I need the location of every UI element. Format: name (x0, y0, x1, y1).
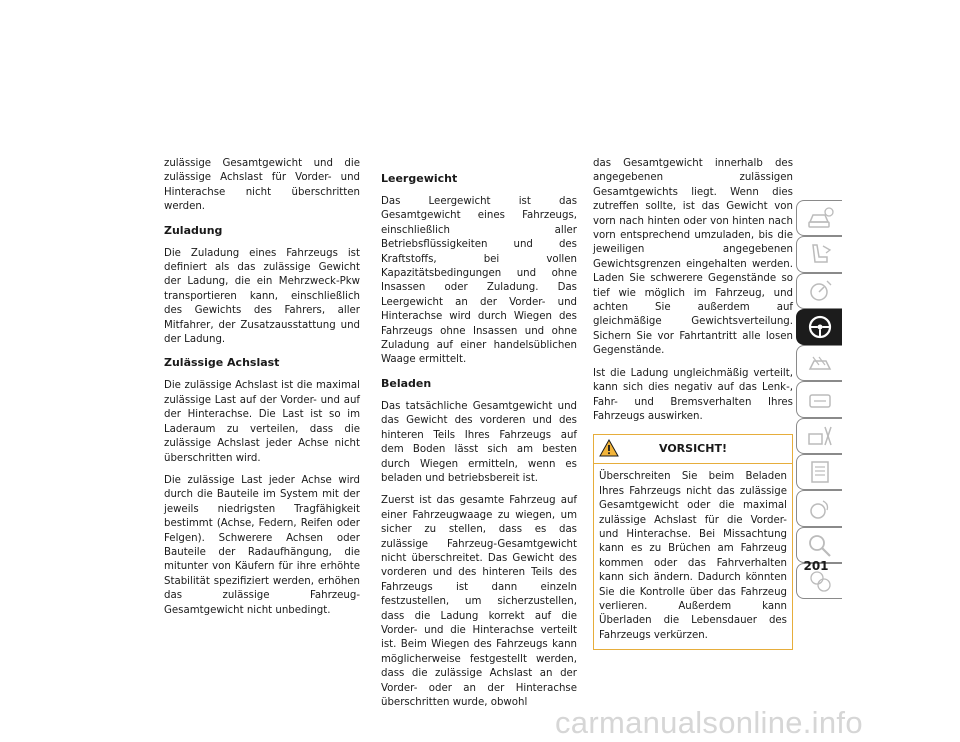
caution-header (594, 435, 792, 464)
watermark: carmanualsonline.info (555, 705, 863, 740)
tab-maintenance[interactable] (796, 418, 842, 454)
tab-safety[interactable] (796, 345, 842, 381)
axle-paragraph-2: Die zulässige Last jeder Achse wird durch die Bauteile im System mit der jeweils niedrigsten Tragfähigkeit bestimmt (Achse, Federn, Reifen oder Felgen). Schwerere Achsen oder Bauteile der Radaufhängung, die mitunter von Käufern für ihre erhöhte Stabilität spezifiziert werden, erhöhen das zulässige Fahrzeug-Gesamtgewicht nicht unbedingt. (164, 474, 360, 616)
loading-paragraph-1: Das tatsächliche Gesamtgewicht und das Gewicht des vorderen und des hinteren Teils Ihres Fahrzeugs auf dem Boden lässt sich am besten durch Wiegen ermitteln, wenn es beladen und betriebsbereit ist. (381, 400, 577, 484)
specifications-icon (805, 458, 835, 486)
caution-body (594, 464, 792, 649)
safety-icon (805, 349, 835, 377)
tab-dashboard[interactable] (796, 273, 842, 309)
loading-paragraph-2: Zuerst ist das gesamte Fahrzeug auf einer Fahrzeugwaage zu wiegen, um sicher zu stellen, dass es das zulässige Fahrzeug-Gesamtgewicht nicht überschreitet. Das Gewicht des vorderen und des hinteren Teils des Fahrzeugs ist dann einzeln festzustellen, um sicherzustellen, dass die Ladung korrekt auf die Vorder- und die Hinterachse verteilt ist. Beim Wiegen des Fahrzeugs kann möglicherweise festgestellt werden, dass die zulässige Achslast an der Vorder- oder an der Hinterachse überschritten wurde, obwohl (381, 495, 577, 708)
axle-paragraph-1: Die zulässige Achslast ist die maximal zulässige Last auf der Vorder- und auf der Hinterachse. Die Last ist so im Laderaum zu verteilen, dass die zulässige Achslast jeder Achse nicht überschritten wird. (164, 380, 360, 464)
column-1 (164, 157, 360, 626)
tab-specifications[interactable] (796, 454, 842, 490)
tab-car-info[interactable] (796, 200, 842, 236)
tab-seats[interactable] (796, 236, 842, 272)
heading-achslast: Zulässige Achslast (164, 356, 280, 370)
maintenance-icon (805, 422, 835, 450)
car-seat-icon (805, 240, 835, 268)
caution-title: VORSICHT! (659, 442, 727, 456)
steering-wheel-icon (805, 313, 835, 341)
intro-paragraph: zulässige Gesamtgewicht und die zulässige Achslast für Vorder- und Hinterachse nicht überschritten werden. (164, 158, 360, 213)
multimedia-icon (805, 495, 835, 523)
heading-beladen: Beladen (381, 376, 432, 390)
payload-paragraph: Die Zuladung eines Fahrzeugs ist definiert als das zulässige Gewicht der Ladung, die ein Mehrzweck-Pkw transportieren kann, einschließlich des Gewichts des Fahrers, aller Mitfahrer, der Zusatzausstattung und der Ladung. (164, 247, 360, 346)
column-3 (593, 157, 793, 650)
caution-box (593, 434, 793, 650)
chapter-nav (796, 200, 842, 599)
continued-paragraph: das Gesamtgewicht innerhalb des angegebenen zulässigen Gesamtgewichts liegt. Wenn dies zutreffen sollte, ist das Gewicht von vorn nach hinten oder von hinten nach vorn entsprechend umzuladen, bis die jeweiligen angegebenen Gewichtsgrenzen eingehalten werden. Laden Sie schwerere Gegenstände so tief wie möglich im Fahrzeug, und achten Sie außerdem auf gleichmäßige Gewichtsverteilung. Sichern Sie vor Fahrtantritt alle losen Gegenstände. (593, 158, 793, 357)
page-number: 201 (803, 559, 829, 573)
distribution-paragraph: Ist die Ladung ungleichmäßig verteilt, kann sich dies negativ auf das Lenk-, Fahr- und Bremsverhalten Ihres Fahrzeugs auswirken. (593, 367, 793, 422)
heading-leergewicht: Leergewicht (381, 172, 458, 185)
tab-multimedia[interactable] (796, 490, 842, 526)
caution-text: Überschreiten Sie beim Beladen Ihres Fahrzeugs nicht das zulässige Gesamtgewicht oder die maximal zulässige Achslast für die Vorder- und Hinterachse. Bei Missachtung kann es zu Brüchen am Fahrzeug kommen oder das Fahrverhalten kann sich ändern. Dadurch könnten Sie die Kontrolle über das Fahrzeug verlieren. Außerdem kann Überladen die Lebensdauer des Fahrzeugs verkürzen. (599, 471, 787, 641)
car-info-icon (805, 204, 835, 232)
tab-emergency[interactable] (796, 381, 842, 417)
dashboard-icon (805, 277, 835, 305)
emergency-car-icon (805, 386, 835, 414)
heading-zuladung: Zuladung (164, 223, 223, 237)
warning-icon (599, 439, 619, 457)
index-search-icon (805, 531, 835, 559)
column-2 (381, 172, 577, 718)
tab-driving[interactable] (796, 309, 842, 345)
tab-index[interactable] (796, 527, 842, 563)
curb-paragraph: Das Leergewicht ist das Gesamtgewicht eines Fahrzeugs, einschließlich aller Betriebsflüssigkeiten und des Kraftstoffs, bei vollen Kapazitätsbedingungen und ohne Insassen oder Zuladung. Das Leergewicht an der Vorder- und Hinterachse wird durch Wiegen des Fahrzeugs ohne Insassen und ohne Zuladung auf einer handelsüblichen Waage ermittelt. (381, 196, 577, 366)
